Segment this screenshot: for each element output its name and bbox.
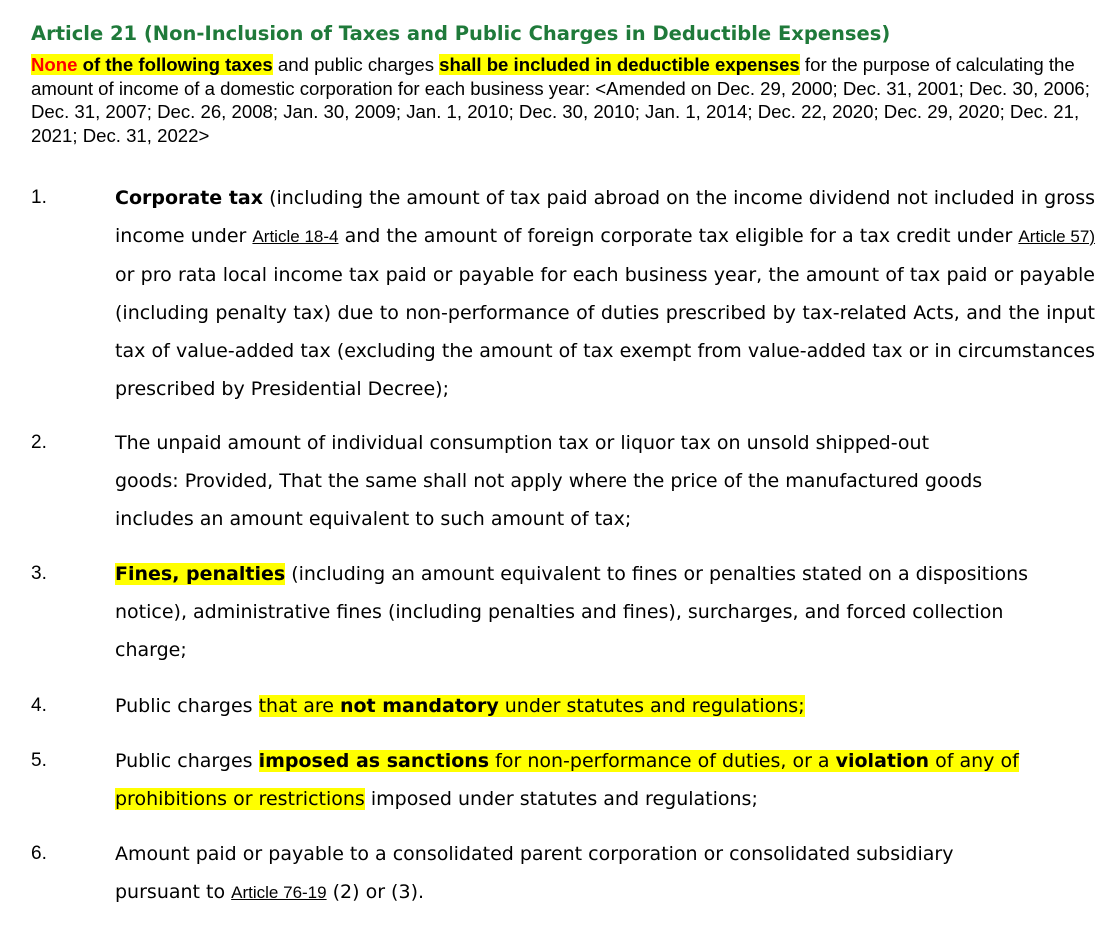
item-number: 2. [31,432,47,453]
item-number: 3. [31,563,47,584]
item-1-part-c: or pro rata local income tax paid or payable for each business year, the amount of tax paid or payable (including penalty tax) due to non-performance of duties prescribed by tax-related Acts, and the input tax of value-added tax (excluding the amount of tax exempt from value-added tax or in circumstances prescribed by Presidential Decree); [115,264,1095,400]
item-4-hl-bold: not mandatory [339,695,499,717]
item-3-line-1 [115,555,1095,593]
article-57-link[interactable]: Article 57) [1018,227,1095,246]
item-6-part-b: (2) or (3). [326,881,425,903]
item-5-line-2 [115,780,1095,818]
item-6-part-a: pursuant to [115,881,232,903]
item-4-highlight [259,695,805,717]
article-76-19-link[interactable]: Article 76-19 [231,883,327,902]
intro-none-word: None [31,54,78,75]
item-3-line-3: charge; [115,639,187,661]
item-2-text [115,424,1095,538]
item-5-hl-c: prohibitions or restrictions [115,788,365,810]
item-5-text [115,742,1095,818]
item-2-line-3: includes an amount equivalent to such amount of tax; [115,508,632,530]
article-18-4-link[interactable]: Article 18-4 [252,227,339,246]
item-4-text [115,687,1095,725]
item-3-line-1-rest: (including an amount equivalent to fines or penalties stated on a dispositions [285,563,1029,585]
item-number: 1. [31,187,47,208]
article-title: Article 21 (Non-Inclusion of Taxes and Public Charges in Deductible Expenses) [31,22,891,45]
item-2-line-1: The unpaid amount of individual consumption tax or liquor tax on unsold shipped-out [115,432,930,454]
item-6-text [115,835,1095,912]
item-number: 5. [31,750,47,771]
item-3-line-2: notice), administrative fines (including penalties and fines), surcharges, and forced collection [115,601,1004,623]
item-1-text [115,179,1095,408]
item-1-part-b: and the amount of foreign corporate tax eligible for a tax credit under [338,225,1019,247]
item-1-lead: Corporate tax [115,187,263,209]
item-4-part-a: Public charges [115,695,259,717]
intro-rest: for the purpose of calculating the amount of income of a domestic corporation for each business year: <Amended on Dec. 29, 2000; Dec. 31, 2001; Dec. 30, 2006; Dec. 31, 2007; Dec. 26, 2008; Jan. 30, 2009; Jan. 1, 2010; Dec. 30, 2010; Jan. 1, 2014; Dec. 22, 2020; Dec. 29, 2020; Dec. 21, 2021; Dec. 31, 2022> [31,54,1090,146]
intro-highlight-deductible: shall be included in deductible expenses [439,54,800,75]
item-5-hl-b: of any of [929,750,1019,772]
item-5-part-a: Public charges [115,750,259,772]
intro-public-charges: and public charges [272,54,440,75]
item-2-line-2: goods: Provided, That the same shall not apply where the price of the manufactured goods [115,470,983,492]
item-1-part-a: (including the amount of tax paid abroad on the income dividend not included in gross income under [115,187,1095,247]
item-5-hl-a: for non-performance of duties, or a [489,750,836,772]
item-number: 4. [31,695,47,716]
item-5-line-1 [115,742,1095,780]
intro-following-taxes: of the following taxes [77,54,273,75]
item-number: 6. [31,843,47,864]
item-6-line-1: Amount paid or payable to a consolidated parent corporation or consolidated subsidiary [115,843,954,865]
item-5-hl-bold-1: imposed as sanctions [258,750,490,772]
item-4-hl-a: that are [258,695,340,717]
item-5-highlight-1 [259,750,1019,772]
item-5-hl-bold-2: violation [835,750,930,772]
item-5-part-b: imposed under statutes and regulations; [364,788,758,810]
item-3-lead: Fines, penalties [115,563,286,585]
item-3-text [115,555,1095,669]
item-6-line-2 [115,873,1095,912]
item-4-hl-b: under statutes and regulations; [498,695,805,717]
